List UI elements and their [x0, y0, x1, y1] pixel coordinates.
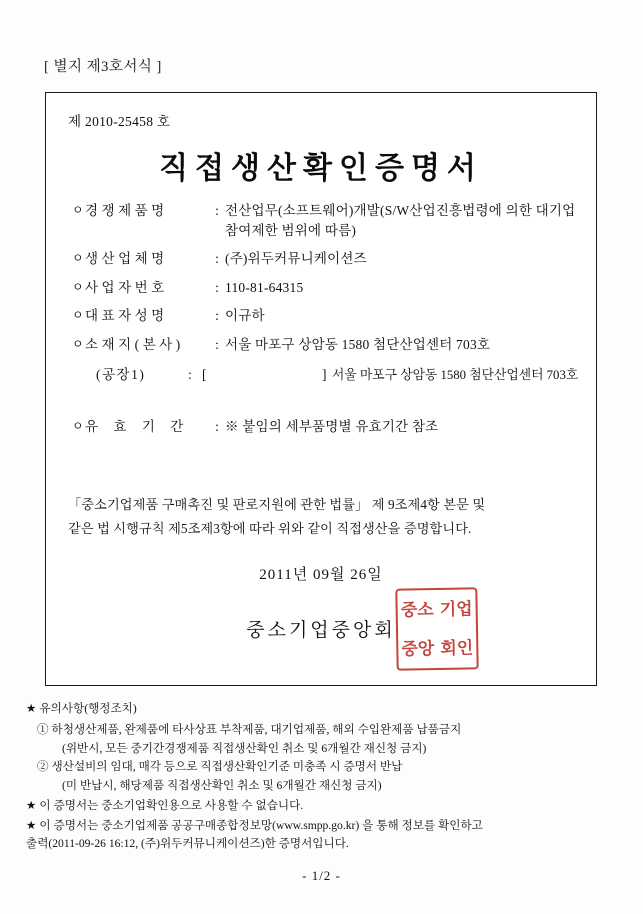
seal-char-2: 기업 — [439, 599, 473, 619]
field-label-company: 생산업체명 — [85, 251, 168, 267]
note-item-2-sub: (미 반납시, 해당제품 직접생산확인 취소 및 6개월간 재신청 금지) — [62, 779, 382, 793]
star-marker-icon: ★ — [26, 818, 37, 832]
field-value-product: 전산업무(소프트웨어)개발(S/W산업진흥법령에 의한 대기업 참여제한 범위에 따름) — [225, 203, 576, 238]
issuer-name: 중소기업중앙회 — [246, 620, 396, 641]
note-item-2: ② 생산설비의 임대, 매각 등으로 직접생산확인기준 미충족 시 증명서 반납 — [37, 760, 403, 774]
field-label-product: 경쟁제품명 — [85, 203, 168, 218]
bullet-marker: ㅇ — [72, 336, 84, 351]
note-star-line-2-row — [26, 817, 627, 836]
field-value-company: (주)위두커뮤니케이션즈 — [225, 251, 367, 267]
star-marker-icon: ★ — [26, 702, 37, 715]
field-colon: : — [215, 279, 219, 295]
notes-heading: 유의사항(행정조치) — [39, 702, 137, 715]
field-label-validity: 유 효 기 간 — [85, 419, 190, 435]
factory-bracket-open: [ — [202, 367, 207, 383]
note-item-1: ① 하청생산제품, 완제품에 타사상표 부착제품, 대기업제품, 해외 수입완제품 납품금지 — [37, 722, 462, 736]
field-row-product — [72, 201, 580, 240]
field-list — [72, 201, 580, 446]
field-row-company — [72, 249, 580, 269]
note-item-1-sub: (위반시, 모든 중기간경쟁제품 직접생산확인 취소 및 6개월간 재신청 금지) — [62, 741, 427, 755]
field-colon: : — [215, 419, 219, 435]
field-value-factory: 서울 마포구 상암동 1580 첨단산업센터 703호 — [332, 368, 579, 383]
field-colon: : — [215, 308, 219, 324]
legal-paragraph — [68, 493, 578, 542]
document-number: 제 2010-25458 호 — [68, 114, 171, 129]
bullet-marker: ㅇ — [72, 419, 84, 434]
seal-char-3: 중앙 — [401, 639, 435, 659]
bullet-marker: ㅇ — [72, 308, 84, 323]
seal-char-1: 중소 — [400, 600, 434, 620]
field-value-representative: 이규하 — [225, 308, 265, 324]
field-row-factory — [72, 363, 580, 383]
note-star-line-1-row — [26, 797, 627, 816]
field-label-representative: 대표자성명 — [85, 308, 168, 324]
certificate-box — [45, 92, 597, 686]
field-value-business-number: 110-81-64315 — [225, 279, 304, 295]
bullet-marker: ㅇ — [72, 251, 84, 266]
attachment-label: [ 별지 제3호서식 ] — [44, 59, 162, 75]
field-label-business-number: 사업자번호 — [85, 279, 168, 295]
field-row-business-number — [72, 278, 580, 298]
note-print-line: 출력(2011-09-26 16:12, (주)위두커뮤니케이션즈)한 증명서입니다. — [26, 837, 349, 851]
note-star-line-2: 이 증명서는 중소기업제품 공공구매종합정보망(www.smpp.go.kr) 을 통해 정보를 확인하고 — [39, 818, 483, 832]
seal-char-4: 회인 — [440, 638, 474, 658]
field-row-address — [72, 335, 580, 355]
notes-heading-row — [26, 700, 627, 719]
note-star-line-1: 이 증명서는 중소기업확인용으로 사용할 수 없습니다. — [39, 798, 304, 812]
field-colon: : — [215, 251, 219, 267]
bullet-marker: ㅇ — [72, 279, 84, 294]
official-seal-stamp-icon — [395, 587, 478, 670]
issue-date: 2011년 09월 26일 — [259, 567, 383, 583]
field-colon: : — [215, 336, 219, 352]
field-colon: : — [215, 203, 219, 218]
star-marker-icon: ★ — [26, 798, 37, 812]
field-value-validity: ※ 붙임의 세부품명별 유효기간 참조 — [225, 419, 439, 435]
field-value-address: 서울 마포구 상암동 1580 첨단산업센터 703호 — [225, 336, 491, 352]
notes-section — [26, 700, 627, 854]
field-label-address: 소재지(본사) — [85, 336, 184, 352]
legal-paragraph-line-2: 같은 법 시행규칙 제5조제3항에 따라 위와 같이 직접생산을 증명합니다. — [68, 521, 472, 537]
field-row-representative — [72, 306, 580, 326]
certificate-title: 직접생산확인증명서 — [159, 152, 483, 185]
page-number: - 1/2 - — [302, 868, 341, 883]
field-label-factory: (공장1) — [96, 367, 146, 383]
factory-bracket-close: ] — [322, 367, 327, 383]
field-colon: : — [188, 367, 192, 383]
legal-paragraph-line-1: 「중소기업제품 구매촉진 및 판로지원에 관한 법률」 제 9조제4항 본문 및 — [68, 497, 486, 512]
field-row-validity — [72, 417, 580, 437]
bullet-marker: ㅇ — [72, 203, 84, 217]
